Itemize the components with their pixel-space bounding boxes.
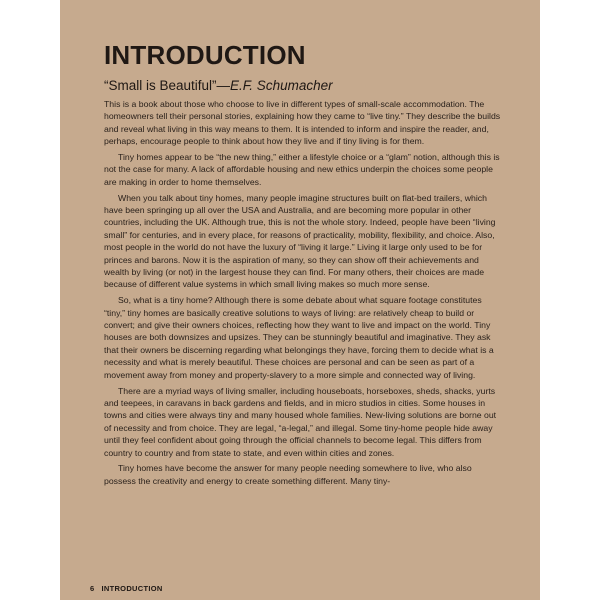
paragraph: There are a myriad ways of living smaller, including houseboats, horseboxes, sheds, shacks, yurts and teepees, in caravans in back gardens and fields, and in micro studios in cities. Some houses in towns and cities were always tiny and many housed whole families. New-living solutions are borne out of necessity and from choice. They are legal, “a-legal,” and illegal. Some tiny-home people hide away until they feel confident about going through the official channels to become legal. This differs from country to country and from state to state, and even within cities and zones. [104,385,497,458]
epigraph-quote: “Small is Beautiful”— [104,78,231,93]
paragraph: When you talk about tiny homes, many people imagine structures built on flat-bed trailers, which have been springing up all over the USA and Australia, and are becoming more popular in other countries, including the UK. Although true, this is not the whole story. Indeed, people have been “living small” for centuries, and in every place, for reasons of practicality, mobility, flexibility, and choice. Also, most people in the world do not have the luxury of “living it large.” Living it large only used to be for princes and barons. Now it is the aspiration of many, so they can show off their achievements and wealth by living (or not) in the largest house they can find. For many others, their choices are made because of different value systems in which small living makes so much more sense. [104,192,496,290]
paragraph: So, what is a tiny home? Although there is some debate about what square footage constitutes “tiny,” tiny homes are basically creative solutions to ways of living: are relatively cheap to build or convert; and give their owners choices, reflecting how they want to live and impact on the world. Tiny houses are both downsizes and upsizes. They can be stunningly beautiful and imaginative. They ask that their owners be discerning regarding what belongings they have, forcing them to decide what is a necessity and what is merely beautiful. These choices are personal and can be seen as part of a movement away from money and property-slavery to a more simple and connected way of living. [104,295,494,380]
running-footer-label: INTRODUCTION [101,584,163,593]
book-page [60,0,540,600]
page-footer [90,584,163,593]
paragraph: Tiny homes appear to be “the new thing,” either a lifestyle choice or a “glam” notion, although this is not the case for many. A lack of affordable housing and new ethics underpin the choices some people are making in order to home themselves. [104,152,500,187]
paragraph: This is a book about those who choose to live in different types of small-scale accommodation. The homeowners tell their personal stories, explaining how they came to “live tiny.” They describe the builds and reveal what living in this way means to them. It is intended to inform and inspire the reader, and, perhaps, encourage people to think about how they live and if tiny living is for them. [104,99,501,147]
page-title: INTRODUCTION [104,40,306,70]
body-text [104,98,504,487]
page-number: 6 [90,584,95,593]
paragraph: Tiny homes have become the answer for many people needing somewhere to live, who also possess the creativity and energy to create something different. Many tiny- [104,463,472,486]
epigraph [104,78,333,93]
epigraph-author: E.F. Schumacher [230,78,333,93]
